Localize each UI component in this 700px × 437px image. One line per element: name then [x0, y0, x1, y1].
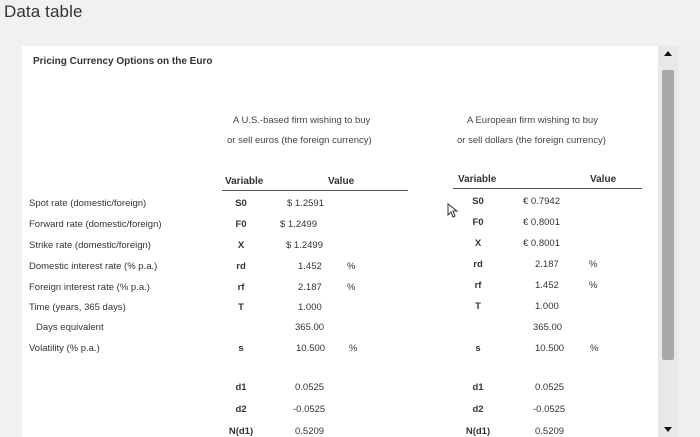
row-label: Strike rate (domestic/foreign) [29, 240, 151, 251]
us-header-rule [222, 190, 408, 191]
us-value-cell: $ 1.2499 [280, 219, 317, 230]
eu-value-cell: 2.187 [535, 259, 559, 270]
eu-value-cell: 1.000 [535, 301, 559, 312]
us-value-cell: 10.500 [296, 343, 326, 354]
row-label: Days equivalent [36, 322, 104, 333]
us-value-cell: 1.000 [298, 302, 322, 313]
us-firm-header-line2: or sell euros (the foreign currency) [227, 135, 372, 146]
us-var-cell: F0 [235, 219, 247, 230]
row-label: Foreign interest rate (% p.a.) [29, 282, 150, 293]
us-percent-sign: % [349, 343, 358, 354]
row-label: Domestic interest rate (% p.a.) [29, 261, 158, 272]
eu-var-cell: rf [474, 280, 482, 291]
eu-value-cell: 10.500 [535, 343, 565, 354]
us-value-cell: 365.00 [295, 322, 325, 333]
window-edge [678, 46, 700, 437]
us-percent-sign: % [347, 282, 356, 293]
row-label: Time (years, 365 days) [29, 302, 126, 313]
us-value-cell: 2.187 [298, 282, 322, 293]
eu-var-cell: T [475, 301, 481, 312]
eu-result-var: d1 [472, 382, 484, 393]
us-var-cell: s [238, 343, 244, 354]
us-percent-sign: % [347, 261, 356, 272]
us-value-cell: $ 1.2499 [286, 240, 323, 251]
row-label: Volatility (% p.a.) [29, 343, 100, 354]
us-var-cell: T [238, 302, 244, 313]
us-result-value: 0.5209 [295, 426, 325, 437]
eu-variable-header: Variable [458, 174, 497, 185]
eu-var-cell: rd [473, 259, 483, 270]
eu-header-rule [453, 188, 642, 189]
us-result-var: N(d1) [228, 426, 254, 437]
us-value-header: Value [328, 176, 355, 187]
eu-result-value: 0.5209 [535, 426, 565, 437]
us-result-value: -0.0525 [293, 404, 326, 415]
page-title: Data table [4, 2, 83, 21]
scrollbar-thumb[interactable] [662, 70, 674, 360]
us-var-cell: rd [236, 261, 246, 272]
row-label: Forward rate (domestic/foreign) [29, 219, 162, 230]
vertical-scrollbar[interactable] [658, 46, 678, 437]
us-var-cell: S0 [235, 198, 247, 209]
eu-result-var: N(d1) [465, 426, 491, 437]
us-variable-header: Variable [225, 176, 264, 187]
eu-value-cell: € 0.7942 [523, 196, 560, 207]
data-table-panel [22, 46, 658, 437]
eu-percent-sign: % [589, 280, 598, 291]
eu-var-cell: X [474, 238, 482, 249]
eu-value-cell: € 0.8001 [523, 238, 560, 249]
arrow-up-icon[interactable] [664, 51, 672, 56]
eu-value-cell: € 0.8001 [523, 217, 560, 228]
us-var-cell: X [237, 240, 245, 251]
eu-var-cell: F0 [472, 217, 484, 228]
us-value-cell: $ 1.2591 [287, 198, 324, 209]
eu-result-var: d2 [472, 404, 484, 415]
us-result-var: d1 [235, 382, 247, 393]
eu-var-cell: S0 [472, 196, 484, 207]
us-result-var: d2 [235, 404, 247, 415]
us-value-cell: 1.452 [298, 261, 322, 272]
mouse-pointer-icon [447, 203, 459, 219]
us-result-value: 0.0525 [295, 382, 325, 393]
row-label: Spot rate (domestic/foreign) [29, 198, 147, 209]
panel-title: Pricing Currency Options on the Euro [33, 56, 213, 67]
eu-var-cell: s [475, 343, 481, 354]
eu-firm-header-line1: A European firm wishing to buy [467, 115, 598, 126]
eu-value-header: Value [590, 174, 617, 185]
us-var-cell: rf [237, 282, 245, 293]
eu-result-value: 0.0525 [535, 382, 565, 393]
arrow-down-icon[interactable] [664, 427, 672, 432]
eu-value-cell: 1.452 [535, 280, 559, 291]
eu-firm-header-line2: or sell dollars (the foreign currency) [457, 135, 606, 146]
eu-result-value: -0.0525 [533, 404, 566, 415]
eu-percent-sign: % [589, 259, 598, 270]
us-firm-header-line1: A U.S.-based firm wishing to buy [233, 115, 371, 126]
eu-percent-sign: % [590, 343, 599, 354]
eu-value-cell: 365.00 [533, 322, 563, 333]
